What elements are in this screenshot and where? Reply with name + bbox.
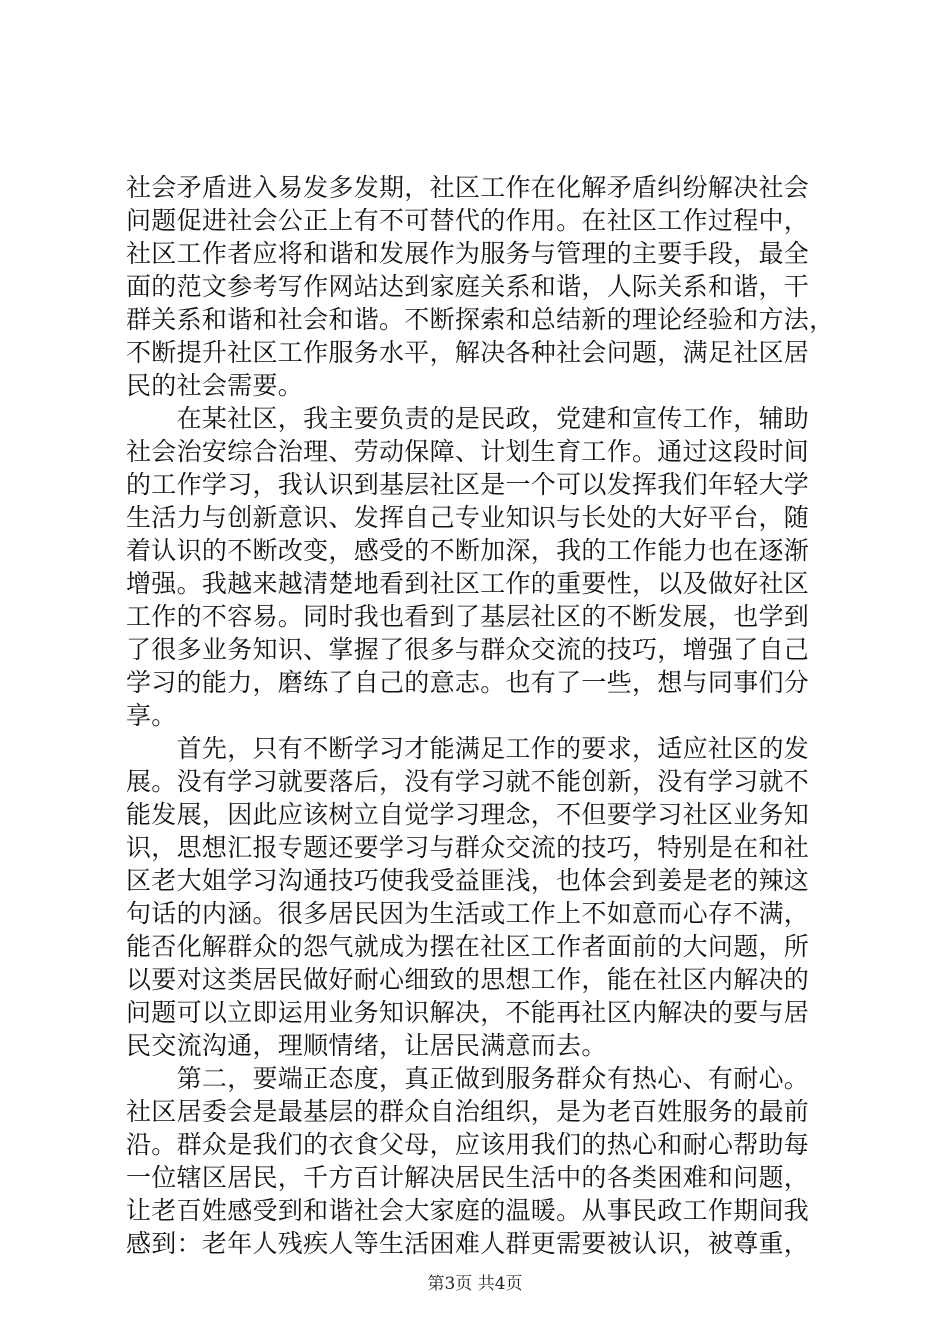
- text-line: 识，思想汇报专题还要学习与群众交流的技巧，特别是在和社: [126, 833, 810, 862]
- text-line: 社区工作者应将和谐和发展作为服务与管理的主要手段，最全: [126, 239, 810, 268]
- text-line: 以要对这类居民做好耐心细致的思想工作，能在社区内解决的: [126, 965, 810, 994]
- text-line: 学习的能力，磨练了自己的意志。也有了一些，想与同事们分: [126, 668, 810, 697]
- text-line: 在某社区，我主要负责的是民政，党建和宣传工作，辅助: [126, 404, 810, 433]
- text-line: 一位辖区居民，千方百计解决居民生活中的各类困难和问题，: [126, 1163, 810, 1192]
- text-line: 社会治安综合治理、劳动保障、计划生育工作。通过这段时间: [126, 437, 810, 466]
- text-line: 能否化解群众的怨气就成为摆在社区工作者面前的大问题，所: [126, 932, 810, 961]
- text-line: 区老大姐学习沟通技巧使我受益匪浅，也体会到姜是老的辣这: [126, 866, 810, 895]
- text-line: 句话的内涵。很多居民因为生活或工作上不如意而心存不满，: [126, 899, 810, 928]
- text-line: 首先，只有不断学习才能满足工作的要求，适应社区的发: [126, 734, 810, 763]
- text-line: 的工作学习，我认识到基层社区是一个可以发挥我们年轻大学: [126, 470, 810, 499]
- text-line: 享。: [126, 701, 177, 730]
- text-line: 生活力与创新意识、发挥自己专业知识与长处的大好平台，随: [126, 503, 810, 532]
- text-line: 不断提升社区工作服务水平，解决各种社会问题，满足社区居: [126, 338, 810, 367]
- text-line: 面的范文参考写作网站达到家庭关系和谐，人际关系和谐，干: [126, 272, 810, 301]
- text-line: 问题可以立即运用业务知识解决，不能再社区内解决的要与居: [126, 998, 810, 1027]
- text-line: 能发展，因此应该树立自觉学习理念，不但要学习社区业务知: [126, 800, 810, 829]
- text-line: 着认识的不断改变，感受的不断加深，我的工作能力也在逐渐: [126, 536, 810, 565]
- text-line: 展。没有学习就要落后，没有学习就不能创新，没有学习就不: [126, 767, 810, 796]
- text-line: 沿。群众是我们的衣食父母，应该用我们的热心和耐心帮助每: [126, 1130, 810, 1159]
- page-number-footer: 第3页 共4页: [427, 1274, 523, 1294]
- text-line: 让老百姓感受到和谐社会大家庭的温暖。从事民政工作期间我: [126, 1196, 810, 1225]
- text-line: 民交流沟通，理顺情绪，让居民满意而去。: [126, 1031, 607, 1060]
- text-line: 群关系和谐和社会和谐。不断探索和总结新的理论经验和方法，: [126, 305, 835, 334]
- text-line: 第二，要端正态度，真正做到服务群众有热心、有耐心。: [126, 1064, 810, 1093]
- text-line: 感到：老年人残疾人等生活困难人群更需要被认识，被尊重，: [126, 1229, 810, 1258]
- text-line: 问题促进社会公正上有不可替代的作用。在社区工作过程中，: [126, 206, 810, 235]
- text-line: 工作的不容易。同时我也看到了基层社区的不断发展，也学到: [126, 602, 810, 631]
- text-line: 民的社会需要。: [126, 371, 304, 400]
- text-line: 社区居委会是最基层的群众自治组织，是为老百姓服务的最前: [126, 1097, 810, 1126]
- text-line: 社会矛盾进入易发多发期，社区工作在化解矛盾纠纷解决社会: [126, 173, 810, 202]
- text-line: 了很多业务知识、掌握了很多与群众交流的技巧，增强了自己: [126, 635, 810, 664]
- text-line: 增强。我越来越清楚地看到社区工作的重要性，以及做好社区: [126, 569, 810, 598]
